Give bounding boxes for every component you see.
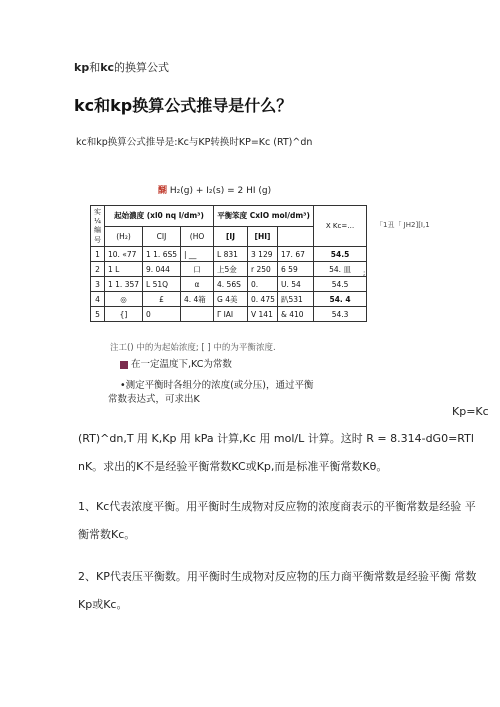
header-equilibrium-conc: 平衡笨度 CxlO mol/dm³) <box>214 206 314 227</box>
kc-expression-note: 「1丑「 JH2][I,1 <box>376 221 430 229</box>
header-kc: X Kc=… <box>314 206 367 247</box>
subheader-eq-i2: [IJ <box>214 226 248 247</box>
subheader-blank <box>278 226 314 247</box>
equation-text: H₂(g) + I₂(s) = 2 HI (g) <box>169 186 272 196</box>
table-row: 5 {] 0 Γ IAI V 141 & 410 54.3 <box>91 307 367 322</box>
header-initial-conc: 起始濃度 (xl0 nq l/dm³) <box>105 206 214 227</box>
body-line: (RT)^dn,T 用 K,Kp 用 kPa 计算,Kc 用 mol/L 计算。这时 R = 8.314-dG0=RTl <box>78 432 474 445</box>
table-row: 1 10. «77 1 1. 6S5 | __ L 831 3 129 17. 67 54.5 <box>91 247 367 262</box>
subheader-hi: (HO <box>181 226 214 247</box>
body-line: 1、Kc代表浓度平衡。用平衡时生成物对反应物的浓度商表示的平衡常数是经验 平 <box>78 500 476 513</box>
document-subtitle: kp和kc的换算公式 <box>74 61 170 74</box>
body-line: 2、KP代表压平衡数。用平衡时生成物对反应物的压力商平衡常数是经验平衡 常数 <box>78 570 477 583</box>
table-row: 2 1 L 9. 044 口 上5金 r 250 6 59 54. 皿 <box>91 262 367 277</box>
lead-paragraph: kc和kp换算公式推导是:Kc与KP转换时KP=Kc (RT)^dn <box>76 137 313 148</box>
bullet-constant: 在一定温度下,KC为常数 <box>120 356 232 370</box>
subheader-h2: (H₂) <box>105 226 143 247</box>
table-header-row <box>91 206 367 227</box>
equilibrium-data-table <box>90 205 367 322</box>
table-row: 4 ◎ £ 4. 4箱 G 4美 0. 475 趴531 54. 4 <box>91 292 367 307</box>
subheader-i2: CIJ <box>143 226 181 247</box>
body-line: nK。求出的K不是经验平衡常数KC或Kp,而是标准平衡常数Kθ。 <box>78 460 388 473</box>
square-bullet-icon <box>120 361 128 369</box>
equation-marker: 醐 <box>158 186 168 196</box>
page-title: kc和kp换算公式推导是什么？ <box>74 96 293 115</box>
body-line: 衡常数Kc。 <box>78 528 136 541</box>
table-row: 3 1 1. 357 L 51Q α 4. 56S 0. U. 54 54.5 <box>91 277 367 292</box>
kp-formula-start: Kp=Kc <box>452 405 489 418</box>
reaction-equation <box>158 183 271 196</box>
body-line: Kp或Kc。 <box>78 598 128 611</box>
table-footnote: 注工() 中的为起始浓度; [ ] 中的为平衡浓度. <box>110 343 276 353</box>
bullet-measure: •测定平衡时各组分的浓度(或分压)，通过平衡 <box>120 380 314 391</box>
header-experiment-no: 实 ¼ 编 号 <box>91 206 105 247</box>
bullet-measure-cont: 常数表达式，可求出K <box>108 394 200 405</box>
subheader-eq-hi: [HI] <box>248 226 278 247</box>
edge-mark: ; <box>363 269 366 277</box>
